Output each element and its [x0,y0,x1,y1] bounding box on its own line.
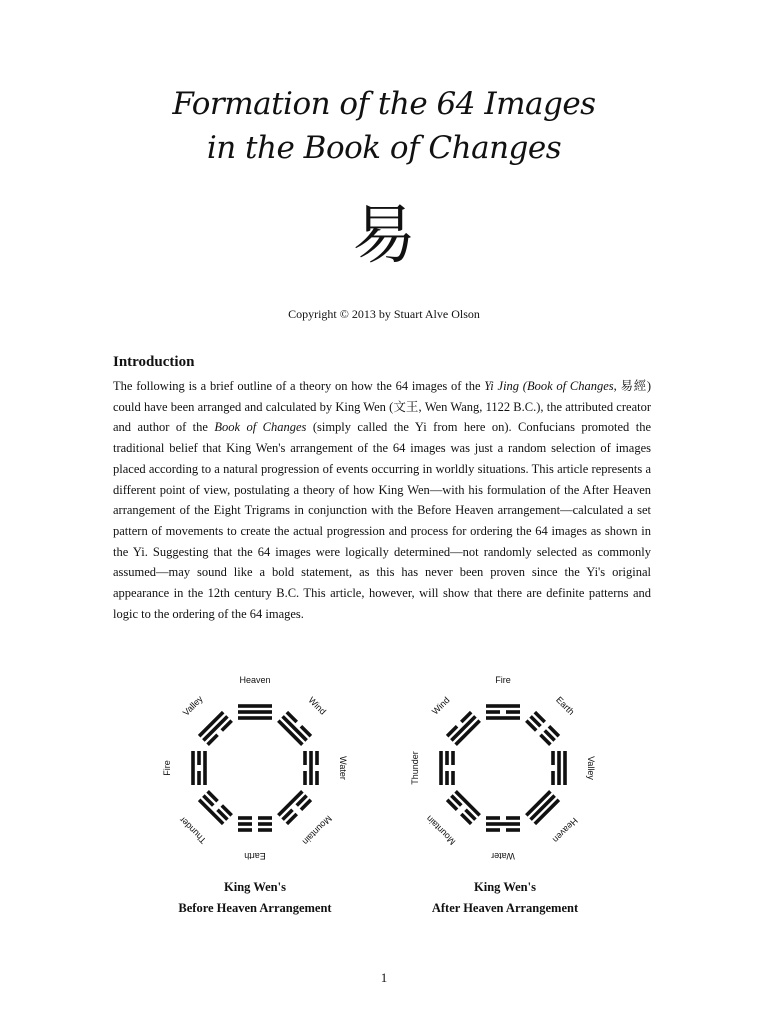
trigram-valley [177,690,233,746]
trigram-earth [238,816,272,861]
trigram-thunder [410,751,455,785]
trigram-label: Heaven [550,815,580,845]
trigram-label: Wind [306,694,329,717]
trigram-label: Mountain [300,813,334,847]
trigram-mountain [424,789,482,847]
trigram-label: Water [491,851,515,861]
page-title-line-1: Formation of the 64 Images [172,86,596,122]
trigram-heaven [525,790,581,846]
trigram-label: Fire [162,760,172,776]
copyright-notice: Copyright © 2013 by Stuart Alve Olson [288,307,480,321]
page-title-line-2: in the Book of Changes [206,130,562,166]
yi-character: 易 [352,199,416,273]
trigram-label: Wind [429,694,452,717]
trigram-label: Heaven [239,675,271,685]
trigram-label: Fire [495,675,511,685]
trigram-wind [425,690,481,746]
trigram-label: Earth [244,851,266,861]
before-heaven-caption: King Wen's Before Heaven Arrangement [178,880,332,915]
after-heaven-caption: King Wen's After Heaven Arrangement [431,880,579,915]
trigram-earth [525,690,581,746]
section-heading: Introduction [113,354,195,370]
trigram-label: Valley [180,693,205,718]
after-heaven-diagram [408,670,608,870]
before-heaven-diagram [160,670,360,870]
trigram-thunder [177,790,233,846]
trigram-label: Valley [586,756,596,780]
trigram-label: Thunder [177,814,209,846]
trigram-fire [486,675,520,720]
trigram-label: Thunder [410,751,420,785]
trigram-water [486,816,520,861]
trigram-label: Water [338,756,348,780]
page-number: 1 [380,970,388,985]
trigram-fire [162,751,207,785]
trigram-wind [277,690,333,746]
trigram-mountain [276,789,334,847]
trigram-label: Mountain [424,813,458,847]
intro-paragraph: The following is a brief outline of a theory on how the 64 images of the Yi Jing (Book of Changes, 易經) could have been arranged and calculated by King Wen (文王, Wen Wang, 1122 B.C.), the attributed creator and author of the Book of Changes (simply called the Yi from here on). Confucians promoted the traditional belief that King Wen's arrangement of the 64 images was just a random selection of images placed according to a natural progression of events occurring in worldly situations. This article represents a different point of view, postulating a theory of how King Wen—with his formulation of the After Heaven arrangement of the Eight Trigrams in conjunction with the Before Heaven arrangement—calculated a set pattern of movements to create the actual progression and process for ordering the 64 images as shown in the Yi. Suggesting that the 64 images were logically determined—not randomly selected as commonly assumed—may sound like a bold statement, as this has never been proven since the Yi's original appearance in the 12th century B.C. This article, however, will show that there are definite patterns and logic to the ordering of the 64 images. [113,379,652,621]
trigram-label: Earth [554,694,577,717]
trigram-valley [551,751,596,785]
trigram-water [303,751,348,785]
trigram-heaven [238,675,272,720]
